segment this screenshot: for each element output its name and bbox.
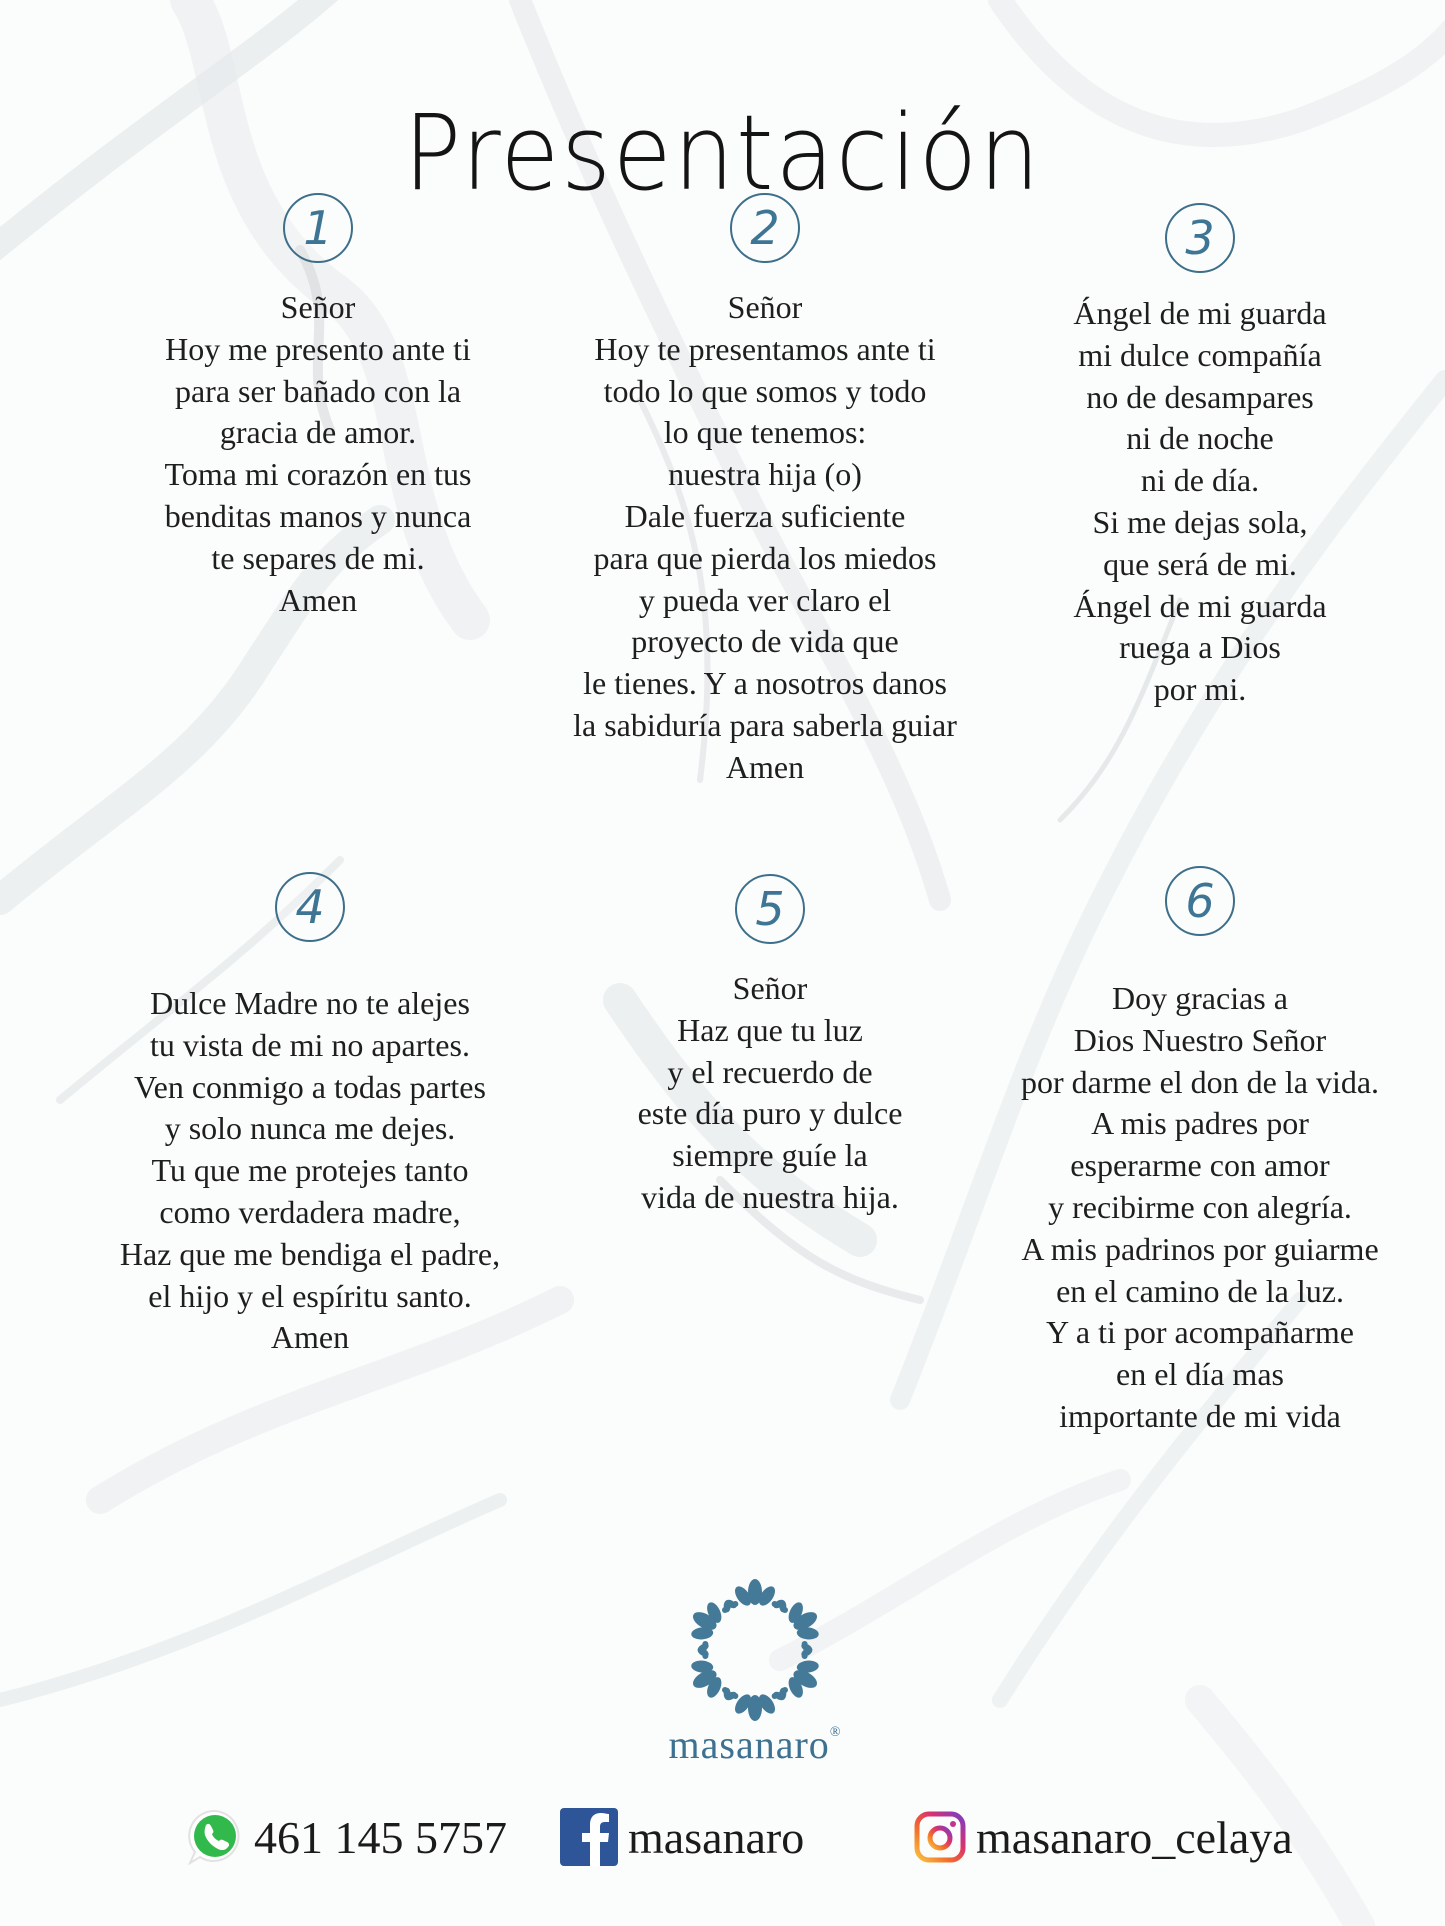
prayer-line: vida de nuestra hija. xyxy=(641,1178,899,1215)
prayer-line: siempre guíe la xyxy=(672,1137,868,1174)
instagram-contact[interactable] xyxy=(914,1806,1293,1868)
prayer-text-3 xyxy=(1040,293,1360,711)
prayer-line: por darme el don de la vida. xyxy=(1020,1063,1380,1100)
number-circle-2: 2 xyxy=(730,193,800,263)
whatsapp-contact[interactable] xyxy=(186,1806,507,1868)
instagram-handle: masanaro_celaya xyxy=(976,1811,1293,1863)
prayer-line: ni de noche xyxy=(1126,420,1274,457)
registered-mark: ® xyxy=(829,1725,842,1740)
brand-name xyxy=(655,1721,855,1768)
prayer-line: en el día mas xyxy=(1116,1356,1284,1393)
facebook-icon xyxy=(560,1808,618,1866)
prayer-text-6 xyxy=(980,978,1420,1438)
prayer-block-2 xyxy=(540,193,990,789)
prayer-line: Señor xyxy=(727,289,803,325)
whatsapp-icon xyxy=(186,1808,244,1866)
facebook-handle: masanaro xyxy=(628,1811,805,1863)
prayer-line: todo lo que somos y todo xyxy=(603,372,927,409)
prayer-block-4 xyxy=(80,872,540,1359)
prayer-line: Si me dejas sola, xyxy=(1092,503,1308,540)
prayer-text-5 xyxy=(590,968,950,1219)
prayer-line: Tu que me protejes tanto xyxy=(151,1152,469,1189)
prayer-line: y el recuerdo de xyxy=(667,1053,873,1090)
prayer-line: gracia de amor. xyxy=(219,414,417,451)
prayer-line: para que pierda los miedos xyxy=(593,539,937,576)
number-circle-5: 5 xyxy=(735,874,805,944)
prayer-line: tu vista de mi no apartes. xyxy=(150,1026,470,1063)
prayer-line: Hoy te presentamos ante ti xyxy=(594,330,936,367)
number-circle-1: 1 xyxy=(283,193,353,263)
prayer-line: mi dulce compañía xyxy=(1078,336,1322,373)
prayer-line: Señor xyxy=(732,970,808,1006)
prayer-line: no de desampares xyxy=(1086,378,1314,415)
prayer-line: Haz que me bendiga el padre, xyxy=(119,1235,501,1272)
prayer-text-1 xyxy=(118,287,518,621)
prayer-line: este día puro y dulce xyxy=(637,1095,903,1132)
prayer-block-3 xyxy=(1040,203,1360,711)
prayer-line: benditas manos y nunca xyxy=(164,497,472,534)
prayer-line: Amen xyxy=(725,748,805,785)
page-title: Presentación xyxy=(403,91,1042,214)
brand-name-text: masanaro xyxy=(668,1722,830,1767)
prayer-line: A mis padres por xyxy=(1091,1105,1309,1142)
prayer-line: Hoy me presento ante ti xyxy=(165,330,471,367)
prayer-line: ni de día. xyxy=(1140,462,1260,499)
prayer-line: A mis padrinos por guiarme xyxy=(1021,1230,1379,1267)
prayer-line: y recibirme con alegría. xyxy=(1048,1188,1352,1225)
prayer-line: lo que tenemos: xyxy=(663,414,867,451)
prayer-line: nuestra hija (o) xyxy=(668,456,862,493)
prayer-block-6 xyxy=(980,866,1420,1438)
prayer-block-5 xyxy=(590,874,950,1219)
prayer-line: esperarme con amor xyxy=(1070,1147,1330,1184)
number-circle-3: 3 xyxy=(1165,203,1235,273)
prayer-block-1 xyxy=(118,193,518,621)
prayer-line: por mi. xyxy=(1153,671,1247,708)
prayer-line: Señor xyxy=(280,289,356,325)
prayer-line: Ven conmigo a todas partes xyxy=(134,1068,486,1105)
prayer-line: Ángel de mi guarda xyxy=(1073,295,1327,331)
prayer-line: proyecto de vida que xyxy=(631,623,899,660)
prayer-line: y solo nunca me dejes. xyxy=(164,1110,456,1147)
prayer-line: y pueda ver claro el xyxy=(638,581,892,618)
prayer-line: la sabiduría para saberla guiar xyxy=(573,706,957,743)
whatsapp-number: 461 145 5757 xyxy=(254,1811,507,1863)
prayer-line: Amen xyxy=(270,1319,350,1356)
prayer-line: como verdadera madre, xyxy=(159,1193,461,1230)
prayer-line: Ángel de mi guarda xyxy=(1073,587,1327,624)
prayer-line: le tienes. Y a nosotros danos xyxy=(583,665,947,702)
prayer-text-2 xyxy=(540,287,990,789)
prayer-line: Dios Nuestro Señor xyxy=(1073,1021,1327,1058)
prayer-line: ruega a Dios xyxy=(1119,629,1281,666)
prayer-line: que será de mi. xyxy=(1103,545,1297,582)
prayer-line: Toma mi corazón en tus xyxy=(164,456,472,493)
brand-logo xyxy=(655,1575,855,1768)
prayer-line: importante de mi vida xyxy=(1059,1397,1341,1434)
prayer-line: Amen xyxy=(278,581,358,618)
prayer-line: Dulce Madre no te alejes xyxy=(150,985,470,1021)
prayer-line: te separes de mi. xyxy=(211,539,425,576)
number-circle-4: 4 xyxy=(275,872,345,942)
prayer-line: Dale fuerza suficiente xyxy=(624,497,906,534)
prayer-text-4 xyxy=(80,983,540,1359)
prayer-line: Y a ti por acompañarme xyxy=(1045,1314,1354,1351)
facebook-contact[interactable] xyxy=(560,1806,804,1868)
leaf-wreath-icon xyxy=(675,1575,835,1725)
prayer-line: para ser bañado con la xyxy=(174,372,462,409)
prayer-line: en el camino de la luz. xyxy=(1056,1272,1344,1309)
prayer-line: el hijo y el espíritu santo. xyxy=(148,1277,472,1314)
instagram-icon xyxy=(914,1811,966,1863)
number-circle-6: 6 xyxy=(1165,866,1235,936)
prayer-line: Doy gracias a xyxy=(1112,980,1288,1016)
prayer-line: Haz que tu luz xyxy=(677,1011,863,1048)
